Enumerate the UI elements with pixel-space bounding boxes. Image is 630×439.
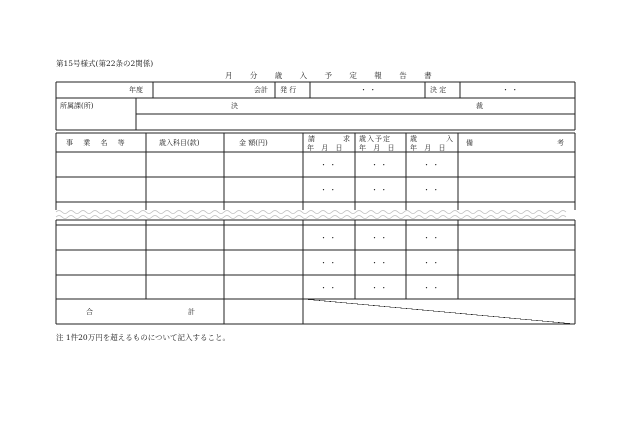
approval-label-right: 裁: [476, 102, 483, 110]
col-request-date: 年 月 日: [307, 144, 345, 152]
break-mark: [56, 211, 566, 214]
col-revenue-top-right: 入: [446, 135, 453, 143]
date-dots: ・ ・: [423, 161, 440, 169]
date-dots: ・ ・: [320, 234, 337, 242]
col-revenue-date: 年 月 日: [410, 144, 448, 152]
date-dots: ・ ・: [423, 186, 440, 194]
issue-date-dots: ・ ・: [360, 86, 377, 94]
col-request-top-right: 求: [343, 135, 350, 143]
department-label: 所属課(所): [60, 102, 94, 110]
diagonal-rule: [303, 299, 575, 324]
date-dots: ・ ・: [371, 284, 388, 292]
total-label-left: 合: [86, 308, 93, 316]
col-project-name: 事 業 名 等: [66, 139, 129, 147]
footnote: 注 1件20万円を超えるものについて記入すること。: [56, 333, 231, 342]
date-dots: ・ ・: [423, 284, 440, 292]
break-mark: [56, 216, 566, 219]
col-planned-date: 年 月 日: [359, 144, 397, 152]
issue-label: 発 行: [280, 86, 297, 94]
fiscal-year-label: 年度: [129, 86, 143, 94]
date-dots: ・ ・: [371, 259, 388, 267]
date-dots: ・ ・: [371, 186, 388, 194]
col-request-top-left: 請: [308, 135, 315, 143]
col-remarks-left: 備: [466, 139, 473, 147]
form-number: 第15号様式(第22条の2関係): [56, 59, 154, 68]
date-dots: ・ ・: [423, 234, 440, 242]
total-label-right: 計: [188, 308, 195, 316]
col-revenue-top-left: 歳: [410, 135, 417, 143]
col-remarks-right: 考: [557, 139, 564, 147]
date-dots: ・ ・: [371, 234, 388, 242]
col-revenue-item: 歳入科目(款): [159, 139, 200, 147]
date-dots: ・ ・: [320, 259, 337, 267]
date-dots: ・ ・: [371, 161, 388, 169]
document-title: 月 分 歳 入 予 定 報 告 書: [225, 71, 440, 80]
date-dots: ・ ・: [423, 259, 440, 267]
col-planned-top: 歳入予定: [359, 135, 391, 143]
date-dots: ・ ・: [320, 161, 337, 169]
date-dots: ・ ・: [320, 284, 337, 292]
account-label: 会計: [254, 86, 268, 94]
approval-label-left: 決: [231, 102, 238, 110]
col-amount: 金 額(円): [239, 139, 268, 147]
decision-label: 決 定: [430, 86, 447, 94]
decision-date-dots: ・ ・: [502, 86, 519, 94]
date-dots: ・ ・: [320, 186, 337, 194]
